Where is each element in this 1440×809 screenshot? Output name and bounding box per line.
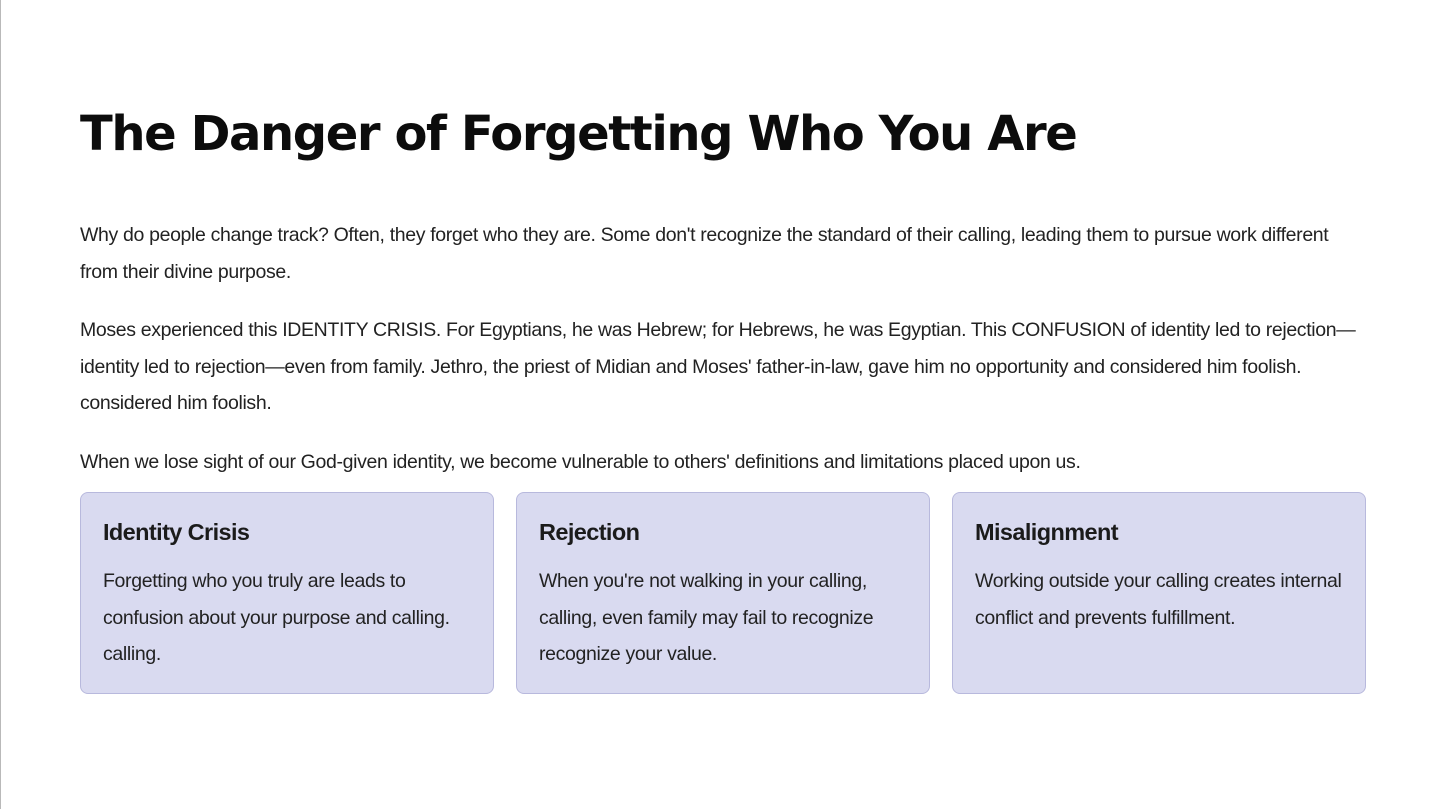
card-identity-crisis (80, 492, 494, 694)
paragraph-why-change-track: Why do people change track? Often, they forget who they are. Some don't recognize the standard of their calling, leading them to pursue work different from their divine purpose. (80, 224, 1329, 283)
card-text: When you're not walking in your calling, calling, even family may fail to recognize recognize your value. (539, 570, 874, 665)
card-rejection (516, 492, 930, 694)
card-text: Forgetting who you truly are leads to confusion about your purpose and calling. calling. (103, 570, 450, 665)
card-title: Rejection (539, 519, 640, 545)
paragraph-god-given-identity: When we lose sight of our God-given identity, we become vulnerable to others' definitions and limitations placed upon us. (80, 450, 1081, 473)
card-row (80, 492, 1370, 694)
card-misalignment (952, 492, 1366, 694)
body-text (80, 217, 1370, 480)
left-border-line (0, 0, 1, 809)
paragraph-moses-identity-crisis: Moses experienced this IDENTITY CRISIS. For Egyptians, he was Hebrew; for Hebrews, he was Egyptian. This CONFUSION of identity led to rejection—identity led to rejection—even from family. Jethro, the priest of Midian and Moses' father-in-law, gave him no opportunity and considered him foolish. considered him foolish. (80, 319, 1356, 414)
card-text: Working outside your calling creates internal conflict and prevents fulfillment. (975, 570, 1342, 629)
card-title: Identity Crisis (103, 519, 250, 545)
slide-content (80, 100, 1370, 694)
card-title: Misalignment (975, 519, 1118, 545)
slide-title: The Danger of Forgetting Who You Are (80, 106, 1077, 162)
